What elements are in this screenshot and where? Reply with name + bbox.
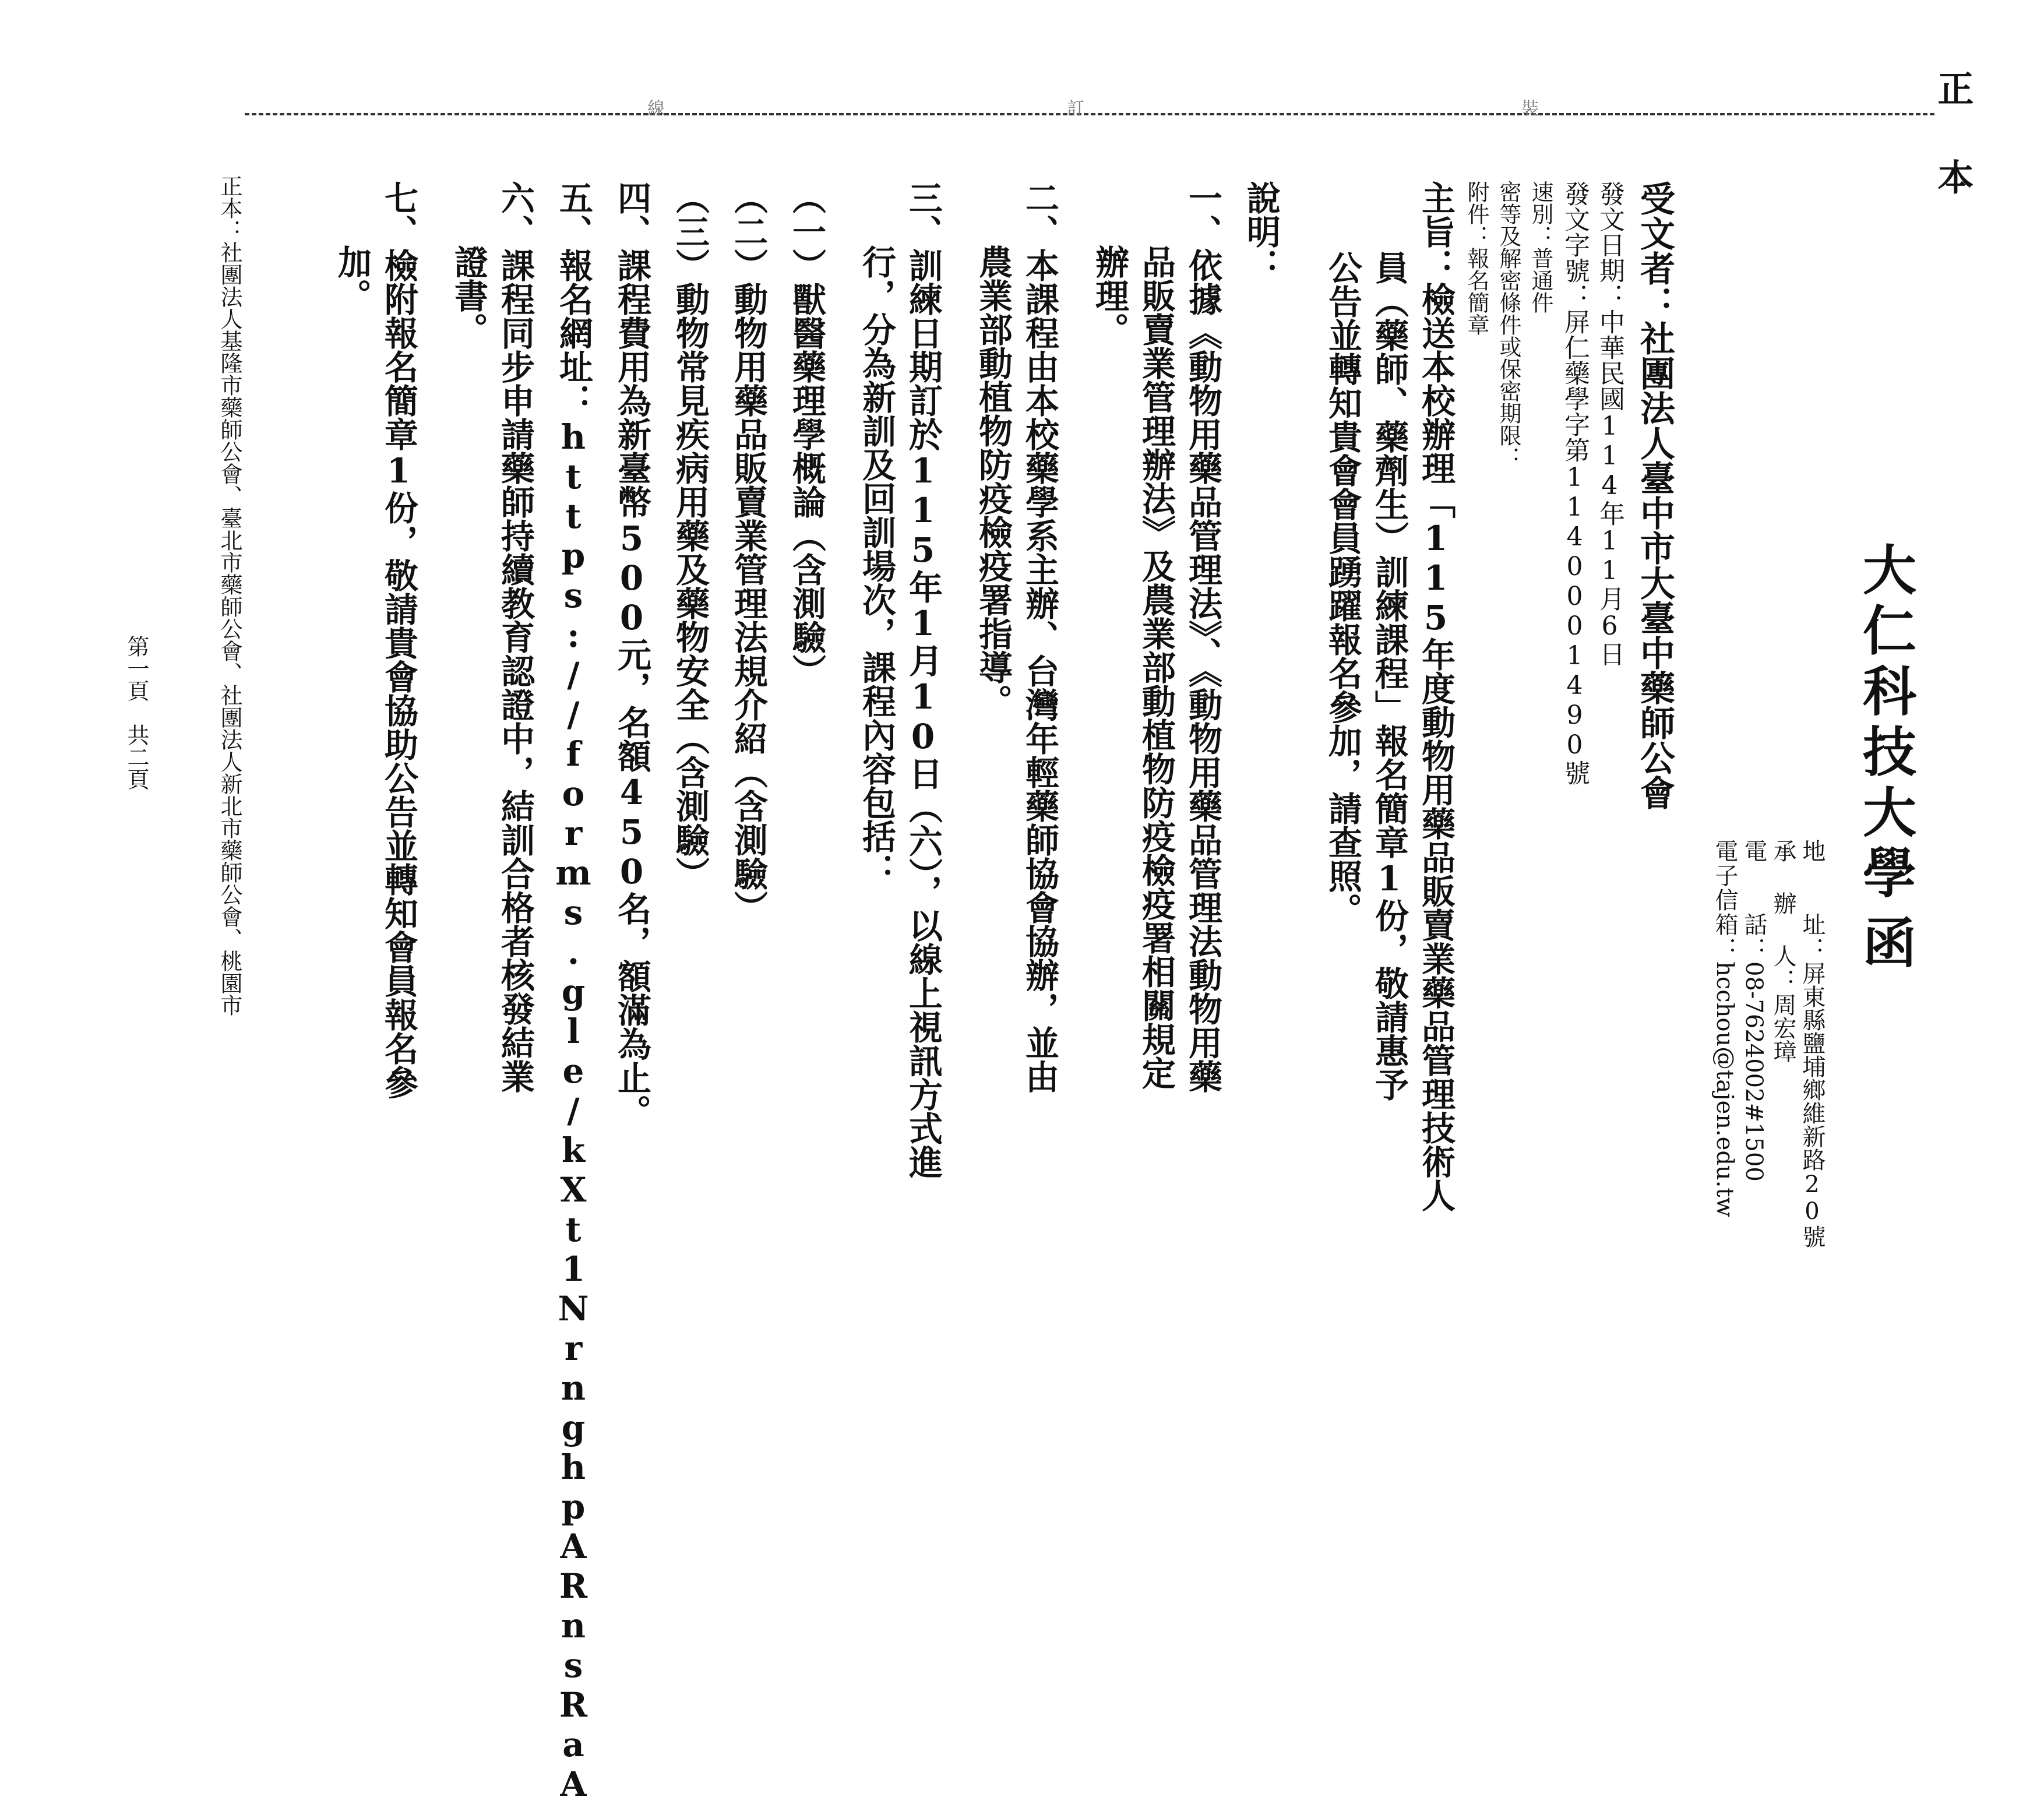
contact-phone: 電 話：08-7624002#1500 — [1740, 839, 1767, 1182]
sub-item-2: （二）動物用藥品販賣業管理法規介紹（含測驗） — [728, 181, 768, 924]
sub-item-3: （三）動物常見疾病用藥及藥物安全（含測驗） — [670, 181, 710, 890]
binding-mark-xian: 線 — [644, 99, 664, 117]
issue-date: 發文日期：中華民國114年11月6日 — [1595, 181, 1624, 667]
explanation-label: 說明： — [1241, 181, 1281, 282]
attachment: 附件：報名簡章 — [1464, 181, 1489, 336]
doc-type: 函 — [1854, 915, 1917, 968]
page-number: 第一頁 共二頁 — [124, 635, 149, 790]
secrecy: 密等及解密條件或保密期限： — [1496, 181, 1521, 468]
contact-handler: 承 辦 人：周宏璋 — [1770, 839, 1796, 1063]
doc-number: 發文字號：屏仁藥學字第1140001490號 — [1560, 181, 1590, 785]
binding-mark-ding: 訂 — [1063, 99, 1084, 117]
subject-line-2: 員（藥師、藥劑生）訓練課程」報名簡章1份，敬請惠予 — [1369, 251, 1409, 1101]
item-2-line-1: 二、本課程由本校藥學系主辦、台灣年輕藥師協會協辦，並由 — [1020, 181, 1059, 1093]
sub-item-1: （一）獸醫藥理學概論（含測驗） — [787, 181, 826, 688]
binding-line — [245, 113, 1934, 115]
item-3-line-2: 行，分為新訓及回訓場次，課程內容包括： — [857, 245, 896, 887]
item-1-line-3: 辦理。 — [1090, 245, 1129, 346]
binding-mark-zhuang: 裝 — [1518, 99, 1538, 117]
item-2-line-2: 農業部動植物防疫檢疫署指導。 — [973, 245, 1013, 718]
subject-line-3: 公告並轉知貴會會員踴躍報名參加，請查照。 — [1323, 251, 1362, 926]
distribution-list: 正本：社團法人基隆市藥師公會、臺北市藥師公會、社團法人新北市藥師公會、桃園市 — [217, 175, 242, 1016]
contact-email: 電子信箱：hcchou@tajen.edu.tw — [1711, 839, 1738, 1217]
speed: 速別：普通件 — [1528, 181, 1553, 313]
item-1-line-2: 品販賣業管理辦法》及農業部動植物防疫檢疫署相關規定 — [1136, 245, 1176, 1090]
item-3-line-1: 三、訓練日期訂於115年1月10日（六），以線上視訊方式進 — [903, 181, 943, 1179]
item-7-line-2: 加。 — [332, 245, 372, 312]
item-7-line-1: 七、檢附報名簡章1份，敬請貴會協助公告並轉知會員報名參 — [379, 181, 418, 1099]
item-1-line-1: 一、依據《動物用藥品管理法》、《動物用藥品管理法動物用藥 — [1183, 181, 1222, 1093]
copy-mark: 正本 — [1932, 70, 1974, 247]
subject-line-1: 主旨：檢送本校辦理「115年度動物用藥品販賣業藥品管理技術人 — [1416, 181, 1456, 1212]
item-6-line-1: 六、課程同步申請藥師持續教育認證中，結訓合格者核發結業 — [495, 181, 535, 1093]
contact-address: 地 址：屏東縣鹽埔鄉維新路20號 — [1799, 839, 1825, 1248]
org-name: 大仁科技大學 — [1854, 542, 1917, 905]
item-6-line-2: 證書。 — [449, 245, 488, 346]
recipient: 受文者：社團法人臺中市大臺中藥師公會 — [1634, 181, 1675, 810]
item-4: 四、課程費用為新臺幣500元，名額450名，額滿為止。 — [612, 181, 651, 1128]
item-5: 五、報名網址：https://forms.gle/kXt1NrnghpARnsRaA — [554, 181, 593, 1804]
